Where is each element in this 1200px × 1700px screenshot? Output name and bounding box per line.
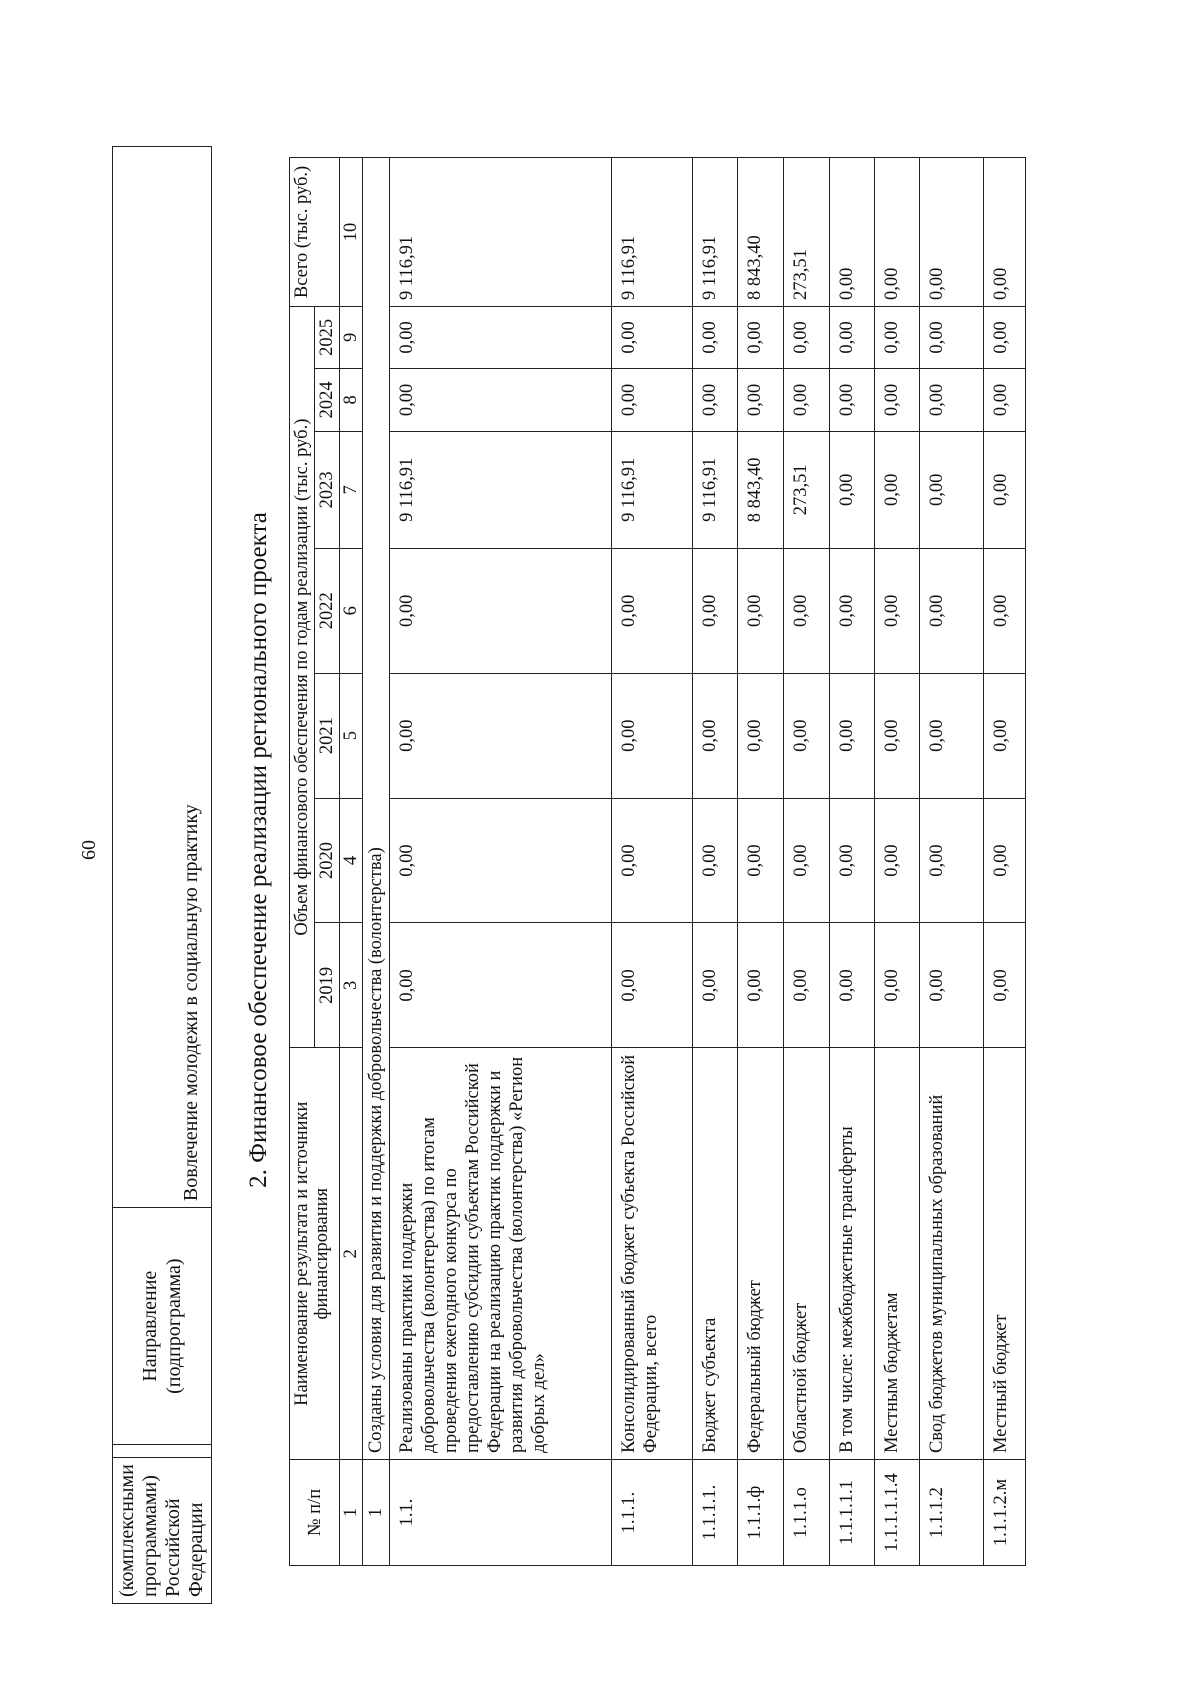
- direction-value: Вовлечение молодежи в социальную практику: [113, 147, 212, 1208]
- year-value: 0,00: [390, 368, 612, 431]
- year-value: 0,00: [875, 798, 920, 923]
- row-total: 9 116,91: [693, 158, 738, 307]
- year-value: 9 116,91: [390, 431, 612, 548]
- year-value: 0,00: [830, 368, 875, 431]
- row-name: Бюджет субъекта: [693, 1048, 738, 1460]
- section-row: [363, 158, 390, 1566]
- column-index: 5: [340, 673, 363, 798]
- year-header: 2022: [315, 548, 340, 673]
- year-value: 0,00: [830, 798, 875, 923]
- year-value: 0,00: [830, 673, 875, 798]
- column-index: 4: [340, 798, 363, 923]
- year-value: 0,00: [920, 368, 984, 431]
- header-left-text: (комплексными программами) Российской Федерации: [113, 1458, 212, 1604]
- year-value: 0,00: [984, 923, 1026, 1048]
- section-text: Созданы условия для развития и поддержки добровольчества (волонтерства): [363, 431, 390, 1459]
- year-value: 0,00: [984, 431, 1026, 548]
- year-value: 0,00: [784, 306, 830, 368]
- year-value: 273,51: [784, 431, 830, 548]
- section-filler-cell: [363, 158, 390, 432]
- year-value: 0,00: [738, 306, 784, 368]
- year-value: 0,00: [612, 306, 693, 368]
- year-value: 0,00: [390, 306, 612, 368]
- year-value: 9 116,91: [612, 431, 693, 548]
- year-value: 0,00: [612, 798, 693, 923]
- section-title: 2. Финансовое обеспечение реализации регионального проекта: [245, 512, 272, 1188]
- row-total: 0,00: [920, 158, 984, 307]
- table-header-row: [290, 158, 315, 1566]
- year-value: 0,00: [612, 923, 693, 1048]
- year-value: 0,00: [693, 548, 738, 673]
- row-total: 9 116,91: [612, 158, 693, 307]
- row-number: 1.1.: [390, 1460, 612, 1566]
- year-value: 0,00: [390, 673, 612, 798]
- year-value: 0,00: [875, 306, 920, 368]
- year-value: 0,00: [693, 798, 738, 923]
- row-total: 273,51: [784, 158, 830, 307]
- year-value: 0,00: [738, 798, 784, 923]
- table-row: [784, 158, 830, 1566]
- row-total: 0,00: [984, 158, 1026, 307]
- year-value: 0,00: [920, 548, 984, 673]
- row-number: 1.1.1.1.1.4: [875, 1460, 920, 1566]
- year-value: 0,00: [830, 306, 875, 368]
- row-name: Областной бюджет: [784, 1048, 830, 1460]
- year-value: 0,00: [830, 431, 875, 548]
- direction-label: Направление (подпрограмма): [113, 1208, 212, 1445]
- col-total-header: Всего (тыс. руб.): [290, 158, 340, 307]
- table-row: [612, 158, 693, 1566]
- column-index: 3: [340, 923, 363, 1048]
- header-spacer-cell: [113, 1445, 212, 1458]
- column-index: 6: [340, 548, 363, 673]
- row-name: Местным бюджетам: [875, 1048, 920, 1460]
- col-volume-header: Объем финансового обеспечения по годам реализации (тыс. руб.): [290, 306, 315, 1047]
- table-row: [693, 158, 738, 1566]
- year-header: 2020: [315, 798, 340, 923]
- year-value: 0,00: [784, 673, 830, 798]
- year-value: 0,00: [875, 548, 920, 673]
- row-number: 1.1.1.о: [784, 1460, 830, 1566]
- row-number: 1.1.1.: [612, 1460, 693, 1566]
- year-value: 0,00: [830, 548, 875, 673]
- row-total: 0,00: [875, 158, 920, 307]
- year-value: 0,00: [984, 306, 1026, 368]
- column-index: 2: [340, 1048, 363, 1460]
- year-value: 0,00: [920, 673, 984, 798]
- year-value: 0,00: [920, 798, 984, 923]
- row-number: 1.1.1.2.м: [984, 1460, 1026, 1566]
- year-value: 0,00: [875, 431, 920, 548]
- row-total: 0,00: [830, 158, 875, 307]
- year-value: 0,00: [920, 306, 984, 368]
- year-value: 0,00: [693, 306, 738, 368]
- year-value: 0,00: [984, 368, 1026, 431]
- year-value: 0,00: [784, 923, 830, 1048]
- year-value: 0,00: [612, 368, 693, 431]
- year-header: 2021: [315, 673, 340, 798]
- year-value: 0,00: [738, 368, 784, 431]
- row-name: Федеральный бюджет: [738, 1048, 784, 1460]
- col-num-header: № п/п: [290, 1460, 340, 1566]
- section-num: 1: [363, 1460, 390, 1566]
- row-total: 8 843,40: [738, 158, 784, 307]
- row-number: 1.1.1.ф: [738, 1460, 784, 1566]
- row-name: Реализованы практики поддержки добровольчества (волонтерства) по итогам проведения ежегодного конкурса по предоставлению субсидии субъектам Российской Федерации на реализацию практик поддержки и развития добровольчества (волонтерства) «Регион добрых дел»: [390, 1048, 612, 1460]
- year-value: 0,00: [984, 798, 1026, 923]
- row-name: Местный бюджет: [984, 1048, 1026, 1460]
- column-index: 7: [340, 431, 363, 548]
- row-name: Консолидированный бюджет субъекта Российской Федерации, всего: [612, 1048, 693, 1460]
- page-number: 60: [78, 840, 100, 860]
- year-value: 0,00: [738, 548, 784, 673]
- col-name-header: Наименование результата и источники финансирования: [290, 1048, 340, 1460]
- year-value: 8 843,40: [738, 431, 784, 548]
- year-value: 0,00: [875, 368, 920, 431]
- year-value: 0,00: [612, 548, 693, 673]
- table-row: [875, 158, 920, 1566]
- year-value: 0,00: [784, 368, 830, 431]
- year-header: 2023: [315, 431, 340, 548]
- year-value: 0,00: [612, 673, 693, 798]
- row-total: 9 116,91: [390, 158, 612, 307]
- column-index: 8: [340, 368, 363, 431]
- table-row: [738, 158, 784, 1566]
- year-value: 0,00: [693, 923, 738, 1048]
- year-value: 0,00: [784, 798, 830, 923]
- year-value: 0,00: [920, 431, 984, 548]
- year-header: 2025: [315, 306, 340, 368]
- year-header: 2019: [315, 923, 340, 1048]
- year-value: 0,00: [390, 923, 612, 1048]
- year-value: 0,00: [738, 673, 784, 798]
- year-value: 0,00: [830, 923, 875, 1048]
- year-value: 0,00: [984, 673, 1026, 798]
- year-value: 0,00: [875, 923, 920, 1048]
- column-index: 9: [340, 306, 363, 368]
- year-value: 9 116,91: [693, 431, 738, 548]
- year-value: 0,00: [693, 368, 738, 431]
- year-value: 0,00: [390, 798, 612, 923]
- table-row: [390, 158, 612, 1566]
- year-value: 0,00: [738, 923, 784, 1048]
- year-value: 0,00: [920, 923, 984, 1048]
- row-name: В том числе: межбюджетные трансферты: [830, 1048, 875, 1460]
- year-value: 0,00: [984, 548, 1026, 673]
- row-name: Свод бюджетов муниципальных образований: [920, 1048, 984, 1460]
- row-number: 1.1.1.1.: [693, 1460, 738, 1566]
- table-row: [920, 158, 984, 1566]
- column-index: 1: [340, 1460, 363, 1566]
- year-value: 0,00: [875, 673, 920, 798]
- table-row: [984, 158, 1026, 1566]
- passport-header-table: [112, 146, 212, 1604]
- column-index-row: [340, 158, 363, 1566]
- row-number: 1.1.1.2: [920, 1460, 984, 1566]
- year-value: 0,00: [784, 548, 830, 673]
- row-number: 1.1.1.1.1: [830, 1460, 875, 1566]
- financing-table: [289, 157, 1026, 1566]
- year-value: 0,00: [390, 548, 612, 673]
- year-value: 0,00: [693, 673, 738, 798]
- year-header: 2024: [315, 368, 340, 431]
- table-row: [830, 158, 875, 1566]
- column-index: 10: [340, 158, 363, 307]
